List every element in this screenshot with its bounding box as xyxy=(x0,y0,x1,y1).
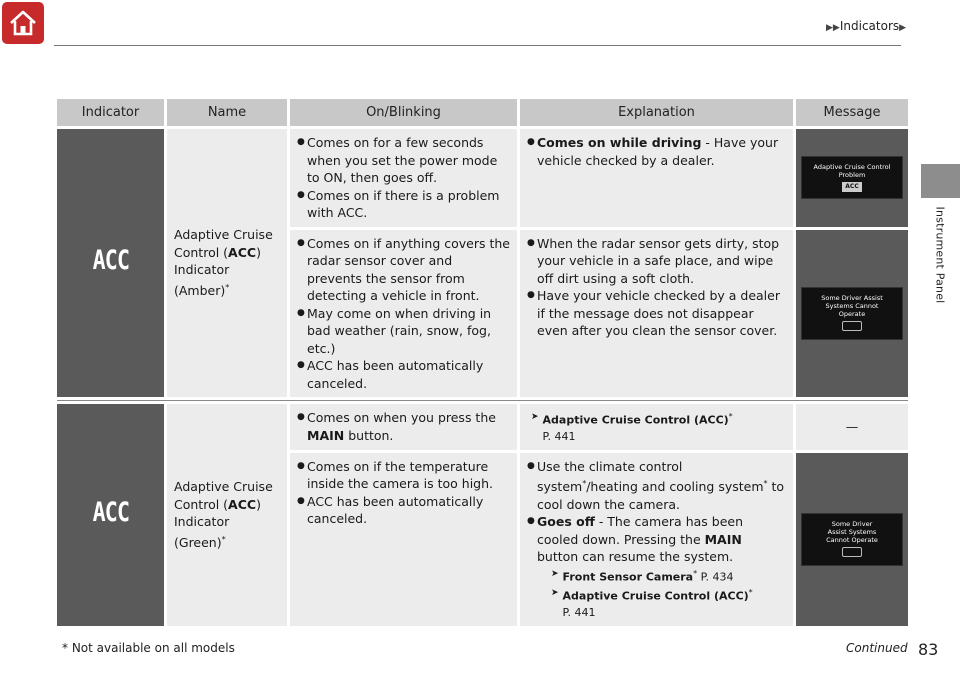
bullet-icon: ● xyxy=(527,137,535,147)
name-bold: ACC xyxy=(228,496,257,512)
name-line: ) xyxy=(256,496,261,512)
list-item: ● Comes on if there is a problem with ACC. xyxy=(297,187,500,220)
bullet-icon: ● xyxy=(527,290,535,300)
explanation-cell xyxy=(520,453,793,626)
table-row xyxy=(57,404,908,450)
bullet-icon: ● xyxy=(297,495,305,506)
header-explanation: Explanation xyxy=(520,99,793,126)
bullet-icon: ● xyxy=(297,360,305,370)
bullet-icon: ● xyxy=(297,137,305,147)
on-blinking-cell xyxy=(290,129,517,227)
table-header-row xyxy=(57,99,908,126)
list-item: ● Comes on for a few seconds when you set the power mode to ON, then goes off. xyxy=(297,135,498,185)
header-message: Message xyxy=(796,99,908,126)
name-line: Control ( xyxy=(174,496,229,512)
acc-badge-icon: ACC xyxy=(842,182,861,192)
message-screen: Some Driver Assist Systems Cannot Operate xyxy=(801,513,903,566)
continued-label: Continued xyxy=(846,641,908,655)
explanation-cell xyxy=(520,404,793,450)
acc-green-indicator-cell xyxy=(57,404,164,626)
name-cell xyxy=(167,129,287,397)
home-button[interactable] xyxy=(2,2,44,44)
bullet-icon: ● xyxy=(527,460,535,471)
list-item: ● ACC has been automatically canceled. xyxy=(297,358,484,391)
cross-reference-link[interactable]: ➤ Adaptive Cruise Control (ACC)* P. 441 xyxy=(527,585,786,621)
section-label: Instrument Panel xyxy=(933,206,947,304)
bullet-icon: ● xyxy=(527,516,535,527)
bullet-icon: ● xyxy=(297,460,305,471)
message-cell xyxy=(796,404,908,450)
list-item: ● When the radar sensor gets dirty, stop your vehicle in a safe place, and wipe off dirt using a soft cloth. xyxy=(527,235,780,286)
list-item: ● Comes on while driving - Have your vehicle checked by a dealer. xyxy=(527,135,779,168)
footnote-mark: * xyxy=(221,534,226,544)
reference-arrow-icon: ➤ xyxy=(551,568,559,579)
list-item: ● Comes on when you press the MAIN button. xyxy=(297,410,496,443)
acc-amber-indicator-icon: ACC xyxy=(92,245,129,277)
reference-arrow-icon: ➤ xyxy=(531,412,539,422)
name-line: ) xyxy=(256,244,261,260)
indicator-table xyxy=(54,96,911,629)
name-cell xyxy=(167,404,287,626)
group-separator xyxy=(57,400,908,401)
bullet-icon: ● xyxy=(297,307,305,318)
explanation-cell xyxy=(520,129,793,227)
on-blinking-cell xyxy=(290,404,517,450)
on-blinking-cell xyxy=(290,453,517,626)
footnote: * Not available on all models xyxy=(62,641,235,655)
list-item: ● Use the climate control system*/heating and cooling system* to cool down the camera. xyxy=(527,458,785,512)
list-item: ● Goes off - The camera has been cooled down. Pressing the MAIN button can resume the system. xyxy=(527,514,744,565)
page-number: 83 xyxy=(918,640,939,659)
bullet-icon: ● xyxy=(527,237,535,248)
cross-reference-link[interactable]: ➤ Front Sensor Camera* P. 434 xyxy=(527,566,786,586)
message-cell xyxy=(796,129,908,227)
acc-green-indicator-icon: ACC xyxy=(92,497,129,529)
reference-arrow-icon: ➤ xyxy=(551,588,559,599)
name-line: Control ( xyxy=(174,244,229,260)
double-arrow-icon: ▶▶ xyxy=(826,23,840,33)
no-message-dash: — xyxy=(845,419,859,435)
table-row xyxy=(57,129,908,227)
radar-sensor-icon xyxy=(842,321,862,331)
header-indicator: Indicator xyxy=(57,99,164,126)
arrow-icon: ▶ xyxy=(899,23,907,33)
list-item: ● Have your vehicle checked by a dealer if the message does not disappear even after you clean the sensor cover. xyxy=(527,288,780,338)
header-name: Name xyxy=(167,99,287,126)
message-cell xyxy=(796,453,908,626)
section-tab[interactable] xyxy=(921,164,960,198)
bullet-icon: ● xyxy=(297,412,305,422)
footnote-mark: * xyxy=(225,282,230,292)
breadcrumb[interactable] xyxy=(826,19,906,33)
acc-amber-indicator-cell xyxy=(57,129,164,397)
name-line: Indicator (Green) xyxy=(174,514,230,551)
message-screen: Some Driver Assist Systems Cannot Operate xyxy=(801,287,903,340)
cross-reference-link[interactable]: ➤ Adaptive Cruise Control (ACC)* P. 441 xyxy=(527,409,786,445)
message-screen: Adaptive Cruise Control Problem ACC xyxy=(801,156,903,199)
camera-icon xyxy=(842,547,862,557)
name-line: Adaptive Cruise xyxy=(174,479,273,495)
explanation-cell xyxy=(520,230,793,398)
list-item: ● Comes on if anything covers the radar sensor cover and prevents the sensor from detecting a vehicle in front. xyxy=(297,235,510,303)
name-line: Adaptive Cruise xyxy=(174,227,273,243)
list-item: ● May come on when driving in bad weather (rain, snow, fog, etc.) xyxy=(297,305,492,356)
breadcrumb-label: Indicators xyxy=(839,19,900,33)
list-item: ● ACC has been automatically canceled. xyxy=(297,493,484,527)
name-line: Indicator (Amber) xyxy=(174,262,230,299)
header-rule xyxy=(54,45,901,46)
list-item: ● Comes on if the temperature inside the camera is too high. xyxy=(297,458,493,492)
bullet-icon: ● xyxy=(297,189,305,200)
home-icon xyxy=(8,9,38,37)
on-blinking-cell xyxy=(290,230,517,398)
header-on-blinking: On/Blinking xyxy=(290,99,517,126)
name-bold: ACC xyxy=(228,244,257,260)
message-cell xyxy=(796,230,908,398)
bullet-icon: ● xyxy=(297,237,305,248)
